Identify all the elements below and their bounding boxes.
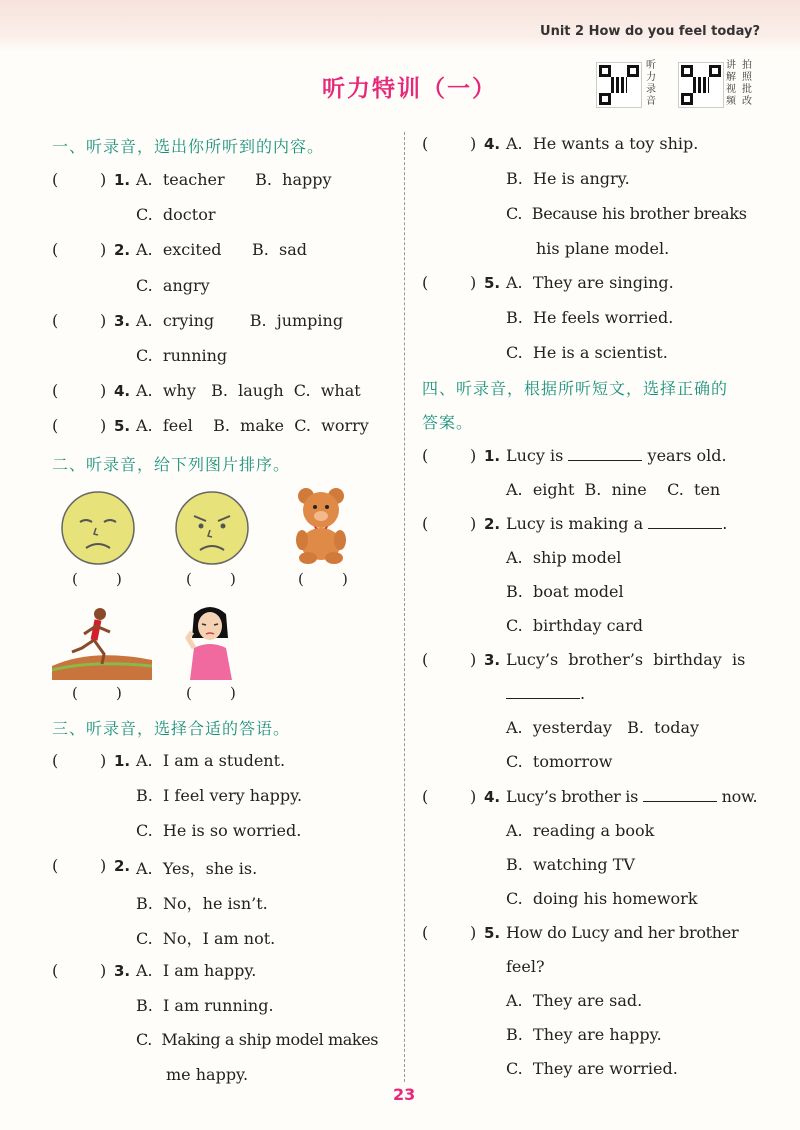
question-number: 2. <box>114 241 131 259</box>
question-number: 4. <box>484 788 501 806</box>
order-blank[interactable]: ( ) <box>186 570 236 588</box>
choice-line: B. I feel very happy. <box>136 786 303 805</box>
question-number: 5. <box>114 417 131 435</box>
answer-paren-close: ) <box>100 170 107 189</box>
answer-paren-close: ) <box>470 134 477 153</box>
fill-blank[interactable] <box>648 516 722 529</box>
choice-line: A. reading a book <box>506 821 655 840</box>
section3-heading: 三、听录音，选择合适的答语。 <box>52 719 291 738</box>
question-text: Lucy’s brother is now. <box>506 787 758 806</box>
qr-label-listening: 听力录音 <box>646 60 656 107</box>
choice-line: B. I am running. <box>136 996 274 1015</box>
answer-paren-close: ) <box>100 311 107 330</box>
question-text: How do Lucy and her brother <box>506 923 739 942</box>
choice-line: A. I am happy. <box>136 961 257 980</box>
section4-heading-cont: 答案。 <box>422 413 474 432</box>
choice-line: A. I am a student. <box>136 751 286 770</box>
question-text-cont: . <box>506 684 585 703</box>
question-number: 3. <box>114 962 131 980</box>
choice-line: B. No，he isn’t. <box>136 894 268 913</box>
answer-paren[interactable]: ( <box>422 134 429 153</box>
choice-line: me happy. <box>166 1065 249 1084</box>
choice-line: A. crying B. jumping <box>136 311 344 330</box>
order-blank[interactable]: ( ) <box>298 570 348 588</box>
answer-paren-close: ) <box>100 240 107 259</box>
choice-line: A. teacher B. happy <box>136 170 332 189</box>
answer-paren[interactable]: ( <box>422 787 429 806</box>
answer-paren[interactable]: ( <box>52 416 59 435</box>
answer-paren-close: ) <box>100 751 107 770</box>
fill-blank[interactable] <box>506 686 580 699</box>
answer-paren-close: ) <box>470 446 477 465</box>
choice-line: B. boat model <box>506 582 624 601</box>
answer-paren-close: ) <box>470 650 477 669</box>
page-title: 听力特训（一） <box>322 76 497 102</box>
question-number: 3. <box>484 651 501 669</box>
answer-paren[interactable]: ( <box>422 273 429 292</box>
answer-paren-close: ) <box>100 416 107 435</box>
answer-paren[interactable]: ( <box>52 751 59 770</box>
choice-line: A. Yes，she is. <box>136 859 258 878</box>
choice-line: A. He wants a toy ship. <box>506 134 699 153</box>
question-number: 3. <box>114 312 131 330</box>
teddy-bear-image <box>292 486 352 566</box>
answer-paren-close: ) <box>100 856 107 875</box>
worried-girl-image <box>180 604 244 680</box>
answer-paren-close: ) <box>100 961 107 980</box>
choice-line: C. Making a ship model makes <box>136 1030 379 1049</box>
unit-heading: Unit 2 How do you feel today? <box>540 24 760 39</box>
choice-line: A. excited B. sad <box>136 240 308 259</box>
section1-heading: 一、听录音，选出你所听到的内容。 <box>52 137 325 156</box>
choice-line: A. eight B. nine C. ten <box>506 480 721 499</box>
answer-paren-close: ) <box>470 787 477 806</box>
answer-paren[interactable]: ( <box>52 311 59 330</box>
question-number: 1. <box>114 171 131 189</box>
answer-paren[interactable]: ( <box>422 514 429 533</box>
angry-face-image <box>172 488 252 568</box>
answer-paren[interactable]: ( <box>422 446 429 465</box>
answer-paren[interactable]: ( <box>422 923 429 942</box>
answer-paren-close: ) <box>470 923 477 942</box>
section4-heading: 四、听录音，根据所听短文，选择正确的 <box>422 379 729 398</box>
choice-line: B. He feels worried. <box>506 308 674 327</box>
choice-line: C. doing his homework <box>506 889 698 908</box>
fill-blank[interactable] <box>568 448 642 461</box>
choice-line: C. doctor <box>136 205 216 224</box>
order-blank[interactable]: ( ) <box>72 570 122 588</box>
question-text: Lucy is making a . <box>506 514 728 533</box>
answer-paren-close: ) <box>100 381 107 400</box>
answer-paren[interactable]: ( <box>52 961 59 980</box>
page-number: 23 <box>393 1085 416 1104</box>
question-number: 4. <box>484 135 501 153</box>
question-number: 2. <box>114 857 131 875</box>
qr-code-icon[interactable] <box>596 62 642 108</box>
choice-line: C. running <box>136 346 228 365</box>
choice-line: his plane model. <box>536 239 670 258</box>
choice-line: B. He is angry. <box>506 169 630 188</box>
qr-label-grading: 拍照批改 <box>742 60 752 107</box>
question-number: 2. <box>484 515 501 533</box>
question-number: 4. <box>114 382 131 400</box>
qr-code-icon[interactable] <box>678 62 724 108</box>
choice-line: C. birthday card <box>506 616 643 635</box>
choice-line: A. They are sad. <box>506 991 643 1010</box>
choice-line: C. No，I am not. <box>136 929 276 948</box>
qr-label-video: 讲解视频 <box>726 60 736 107</box>
column-divider <box>404 132 405 1082</box>
answer-paren[interactable]: ( <box>52 856 59 875</box>
question-number: 5. <box>484 274 501 292</box>
question-number: 5. <box>484 924 501 942</box>
order-blank[interactable]: ( ) <box>72 684 122 702</box>
answer-paren[interactable]: ( <box>52 170 59 189</box>
answer-paren[interactable]: ( <box>52 240 59 259</box>
question-text: Lucy’s brother’s birthday is <box>506 650 746 669</box>
choice-line: C. tomorrow <box>506 752 613 771</box>
fill-blank[interactable] <box>643 789 717 802</box>
question-number: 1. <box>484 447 501 465</box>
choice-line: A. yesterday B. today <box>506 718 700 737</box>
question-text-cont: feel? <box>506 957 545 976</box>
sad-face-image <box>58 488 138 568</box>
answer-paren-close: ) <box>470 514 477 533</box>
question-number: 1. <box>114 752 131 770</box>
choice-line: A. They are singing. <box>506 273 674 292</box>
choice-line: B. watching TV <box>506 855 635 874</box>
choice-line: C. He is a scientist. <box>506 343 668 362</box>
choice-line: C. Because his brother breaks <box>506 204 747 223</box>
choice-line: A. feel B. make C. worry <box>136 416 369 435</box>
section2-heading: 二、听录音，给下列图片排序。 <box>52 455 291 474</box>
answer-paren[interactable]: ( <box>52 381 59 400</box>
choice-line: B. They are happy. <box>506 1025 662 1044</box>
running-boy-image <box>52 604 152 680</box>
choice-line: C. They are worried. <box>506 1059 678 1078</box>
choice-line: A. why B. laugh C. what <box>136 381 361 400</box>
order-blank[interactable]: ( ) <box>186 684 236 702</box>
choice-line: C. He is so worried. <box>136 821 302 840</box>
choice-line: C. angry <box>136 276 210 295</box>
question-text: Lucy is years old. <box>506 446 727 465</box>
choice-line: A. ship model <box>506 548 622 567</box>
answer-paren[interactable]: ( <box>422 650 429 669</box>
answer-paren-close: ) <box>470 273 477 292</box>
